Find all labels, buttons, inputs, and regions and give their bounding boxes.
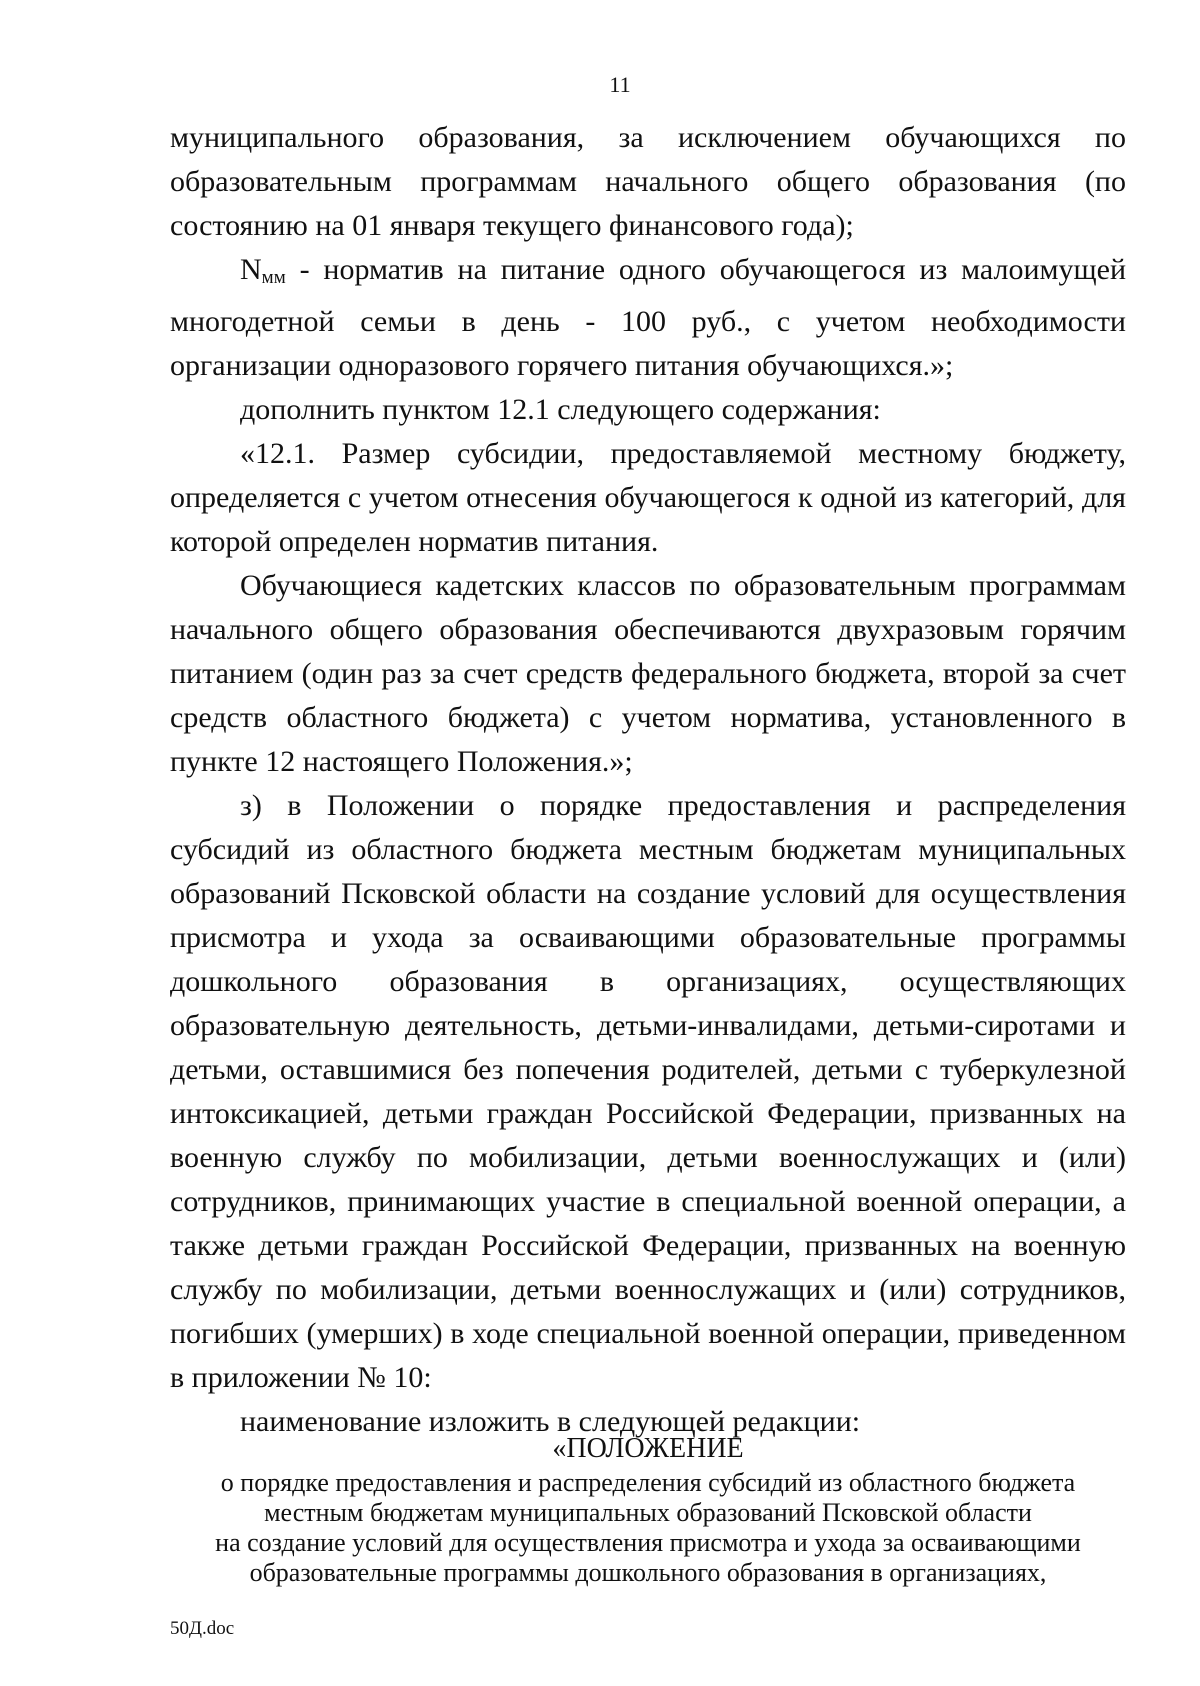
regulation-subtitle bbox=[170, 1468, 1126, 1588]
norm-symbol: N bbox=[240, 253, 262, 286]
footer-filename: 50Д.doc bbox=[170, 1618, 235, 1639]
regulation-subtitle-line: на создание условий для осуществления присмотра и ухода за осваивающими bbox=[215, 1528, 1081, 1557]
page-number: 11 bbox=[609, 72, 631, 97]
paragraph-add-item: дополнить пунктом 12.1 следующего содержания: bbox=[240, 393, 881, 426]
norm-symbol-subscript: мм bbox=[261, 267, 286, 288]
regulation-title: «ПОЛОЖЕНИЕ bbox=[552, 1433, 744, 1464]
body-text bbox=[170, 116, 1126, 1444]
paragraph-rename: наименование изложить в следующей редакции: bbox=[240, 1405, 861, 1438]
paragraph-norm-definition bbox=[170, 248, 1126, 388]
regulation-subtitle-line: о порядке предоставления и распределения субсидий из областного бюджета bbox=[220, 1468, 1076, 1497]
paragraph-item-12-1: «12.1. Размер субсидии, предоставляемой местному бюджету, определяется с учетом отнесения обучающегося к одной из категорий, для которой определен норматив питания. bbox=[170, 437, 1126, 558]
regulation-subtitle-line: образовательные программы дошкольного образования в организациях, bbox=[249, 1558, 1047, 1587]
norm-definition-text: - норматив на питание одного обучающегося из малоимущей многодетной семьи в день - 100 руб., с учетом необходимости организации одноразового горячего питания обучающихся.»; bbox=[170, 253, 1126, 382]
paragraph-continuation: муниципального образования, за исключением обучающихся по образовательным программам начального общего образования (по состоянию на 01 января текущего финансового года); bbox=[170, 121, 1126, 242]
paragraph-subsection-z: з) в Положении о порядке предоставления и распределения субсидий из областного бюджета местным бюджетам муниципальных образований Псковской области на создание условий для осуществления присмотра и ухода за осваивающими образовательные программы дошкольного образования в организациях, осуществляющих образовательную деятельность, детьми-инвалидами, детьми-сиротами и детьми, оставшимися без попечения родителей, детьми с туберкулезной интоксикацией, детьми граждан Российской Федерации, призванных на военную службу по мобилизации, детьми военнослужащих и (или) сотрудников, принимающих участие в специальной военной операции, а также детьми граждан Российской Федерации, призванных на военную службу по мобилизации, детьми военнослужащих и (или) сотрудников, погибших (умерших) в ходе специальной военной операции, приведенном в приложении № 10: bbox=[170, 789, 1126, 1394]
regulation-subtitle-line: местным бюджетам муниципальных образований Псковской области bbox=[264, 1498, 1032, 1527]
paragraph-cadet-classes: Обучающиеся кадетских классов по образовательным программам начального общего образования обеспечиваются двухразовым горячим питанием (один раз за счет средств федерального бюджета, второй за счет средств областного бюджета) с учетом норматива, установленного в пункте 12 настоящего Положения.»; bbox=[170, 569, 1126, 778]
